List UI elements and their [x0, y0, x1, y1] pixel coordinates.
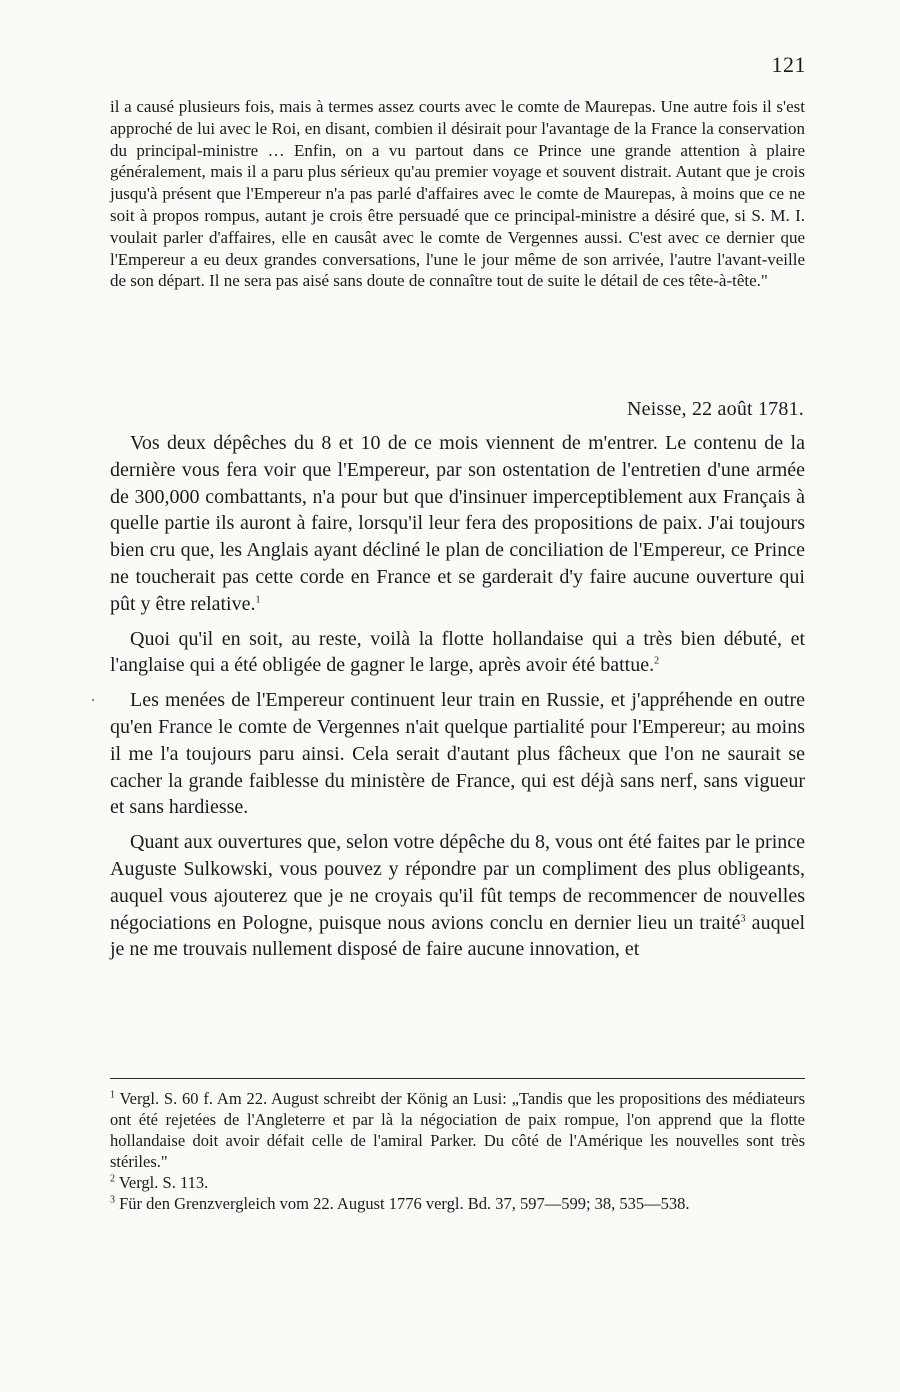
footnote-2	[110, 1172, 805, 1193]
footnote-reference-1: 1	[255, 594, 261, 606]
body-paragraph-2-text: Quoi qu'il en soit, au reste, voilà la flotte hollandaise qui a très bien débuté, et l'anglaise qui a été obligée de gagner le large, après avoir été battue.	[110, 627, 805, 677]
margin-mark	[92, 699, 94, 701]
footnote-1	[110, 1088, 805, 1172]
letter-dateline: Neisse, 22 août 1781.	[627, 398, 804, 420]
quoted-report-block	[110, 96, 805, 292]
footnote-2-text: Vergl. S. 113.	[118, 1173, 209, 1192]
body-paragraph-1	[110, 430, 805, 618]
footnote-2-mark: 2	[110, 1173, 115, 1185]
footnote-3	[110, 1193, 805, 1214]
footnote-3-text: Für den Grenzvergleich vom 22. August 1776 vergl. Bd. 37, 597—599; 38, 535—538.	[119, 1194, 690, 1213]
body-paragraph-4	[110, 829, 805, 963]
body-paragraph-2	[110, 626, 805, 680]
quoted-paragraph: il a causé plusieurs fois, mais à termes assez courts avec le comte de Maurepas. Une autre fois il s'est approché de lui avec le Roi, en disant, combien il désirait pour l'avantage de la France la conservation du principal-ministre … Enfin, on a vu partout dans ce Prince une grande attention à plaire généralement, mais il a paru plus sérieux qu'au premier voyage et souvent distrait. Autant que je crois jusqu'à présent que l'Empereur n'a pas parlé d'affaires avec le comte de Maurepas, à moins que ce ne soit à propos rompus, autant je crois être persuadé que ce principal-ministre a désiré que, si S. M. I. voulait parler d'affaires, elle en causât avec le comte de Vergennes aussi. C'est avec ce dernier que l'Empereur a eu deux grandes conversations, l'une le jour même de son arrivée, l'autre l'avant-veille de son départ. Il ne sera pas aisé sans doute de connaître tout de suite le détail de ces tête-à-tête."	[110, 97, 805, 291]
footnote-divider	[110, 1078, 805, 1079]
body-paragraph-4-text-a: Quant aux ouvertures que, selon votre dépêche du 8, vous ont été faites par le prince Auguste Sulkowski, vous pouvez y répondre par un compliment des plus obligeants, auquel vous ajouterez que je ne croyais qu'il fût temps de recommencer de nouvelles négociations en Pologne, puisque nous avions conclu en dernier lieu un traité	[110, 831, 805, 934]
letter-body	[110, 430, 805, 971]
footnote-reference-3: 3	[740, 912, 746, 924]
footnote-reference-2: 2	[654, 655, 660, 667]
footnotes	[110, 1088, 805, 1214]
body-paragraph-3: Les menées de l'Empereur continuent leur train en Russie, et j'appréhende en outre qu'en France le comte de Vergennes n'ait quelque partialité pour l'Empereur; au moins il me l'a toujours paru ainsi. Cela serait d'autant plus fâcheux que l'on ne saurait se cacher la grande faiblesse du ministère de France, qui est déjà sans nerf, sans vigueur et sans hardiesse.	[110, 689, 805, 819]
body-paragraph-1-text: Vos deux dépêches du 8 et 10 de ce mois viennent de m'entrer. Le contenu de la dernière vous fera voir que l'Empereur, par son ostentation de l'entretien d'une armée de 300,000 combattants, n'a pour but que d'insinuer imperceptiblement aux Français à quelle partie ils auront à faire, lorsqu'il leur fera des propositions de paix. J'ai toujours bien cru que, les Anglais ayant décliné le plan de conciliation de l'Empereur, ce Prince ne toucherait pas cette corde en France et se garderait d'y faire aucune ouverture qui pût y être relative.	[110, 432, 805, 615]
page-number: 121	[771, 52, 806, 77]
footnote-1-text: Vergl. S. 60 f. Am 22. August schreibt der König an Lusi: „Tandis que les propositions des médiateurs ont été rejetées de l'Angleterre et par là la négociation de paix rompue, l'on apprend que la flotte hollandaise doit avoir défait celle de l'amiral Parker. Du côté de l'Amérique les nouvelles sont très stériles."	[110, 1089, 805, 1171]
footnote-1-mark: 1	[110, 1089, 115, 1101]
body-paragraph-4-text-b: auquel je ne me trouvais nullement disposé de faire aucune innovation, et	[110, 911, 805, 961]
footnote-3-mark: 3	[110, 1194, 115, 1206]
